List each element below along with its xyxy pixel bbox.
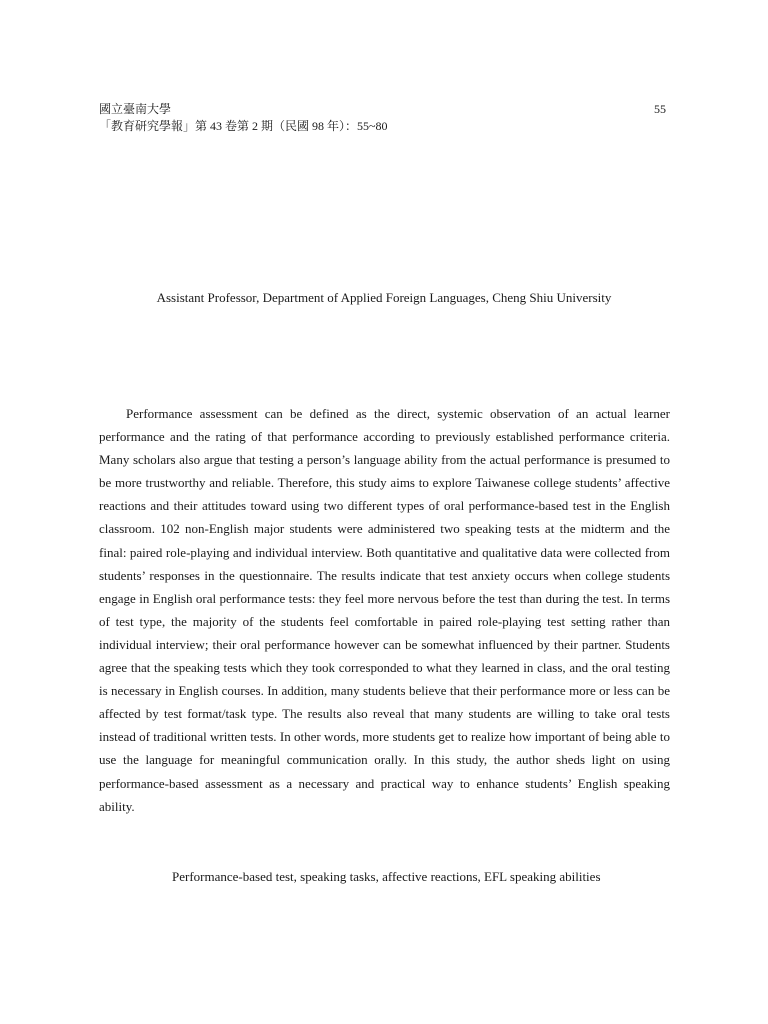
page-number: 55: [654, 102, 666, 116]
author-affiliation: Assistant Professor, Department of Applied Foreign Languages, Cheng Shiu University: [156, 290, 612, 305]
abstract-text: Performance assessment can be defined as the direct, systemic observation of an actual learner performance and the rating of that performance according to previously established performance criteria. Many scholars also argue that testing a person’s language ability from the actual performance is presumed to be more trustworthy and reliable. Therefore, this study aims to explore Taiwanese college students’ affective reactions and their attitudes toward using two different types of oral performance-based test in the English classroom. 102 non-English major students were administered two speaking tests at the midterm and the final: paired role-playing and individual interview. Both quantitative and qualitative data were collected from students’ responses in the questionnaire. The results indicate that test anxiety occurs when college students engage in English oral performance tests: they feel more nervous before the test than during the test. In terms of test type, the majority of the students feel comfortable in paired role-playing test setting rather than individual interview; their oral performance however can be somewhat influenced by their partner. Students agree that the speaking tests which they took corresponded to what they learned in class, and the oral testing is necessary in English courses. In addition, many students believe that their performance more or less can be affected by test format/task type. The results also reveal that many students are willing to take oral tests instead of traditional written tests. In other words, more students get to realize how important of being able to use the language for meaningful communication orally. In this study, the author sheds light on using performance-based assessment as a necessary and practical way to enhance students’ English speaking ability.: [99, 406, 670, 814]
university-name: 國立臺南大學: [99, 102, 172, 116]
journal-header: [99, 101, 388, 135]
journal-citation: 「教育研究學報」第 43 卷第 2 期（民國 98 年）：55~80: [99, 119, 388, 133]
keywords: Performance-based test, speaking tasks, affective reactions, EFL speaking abilities: [172, 869, 601, 884]
